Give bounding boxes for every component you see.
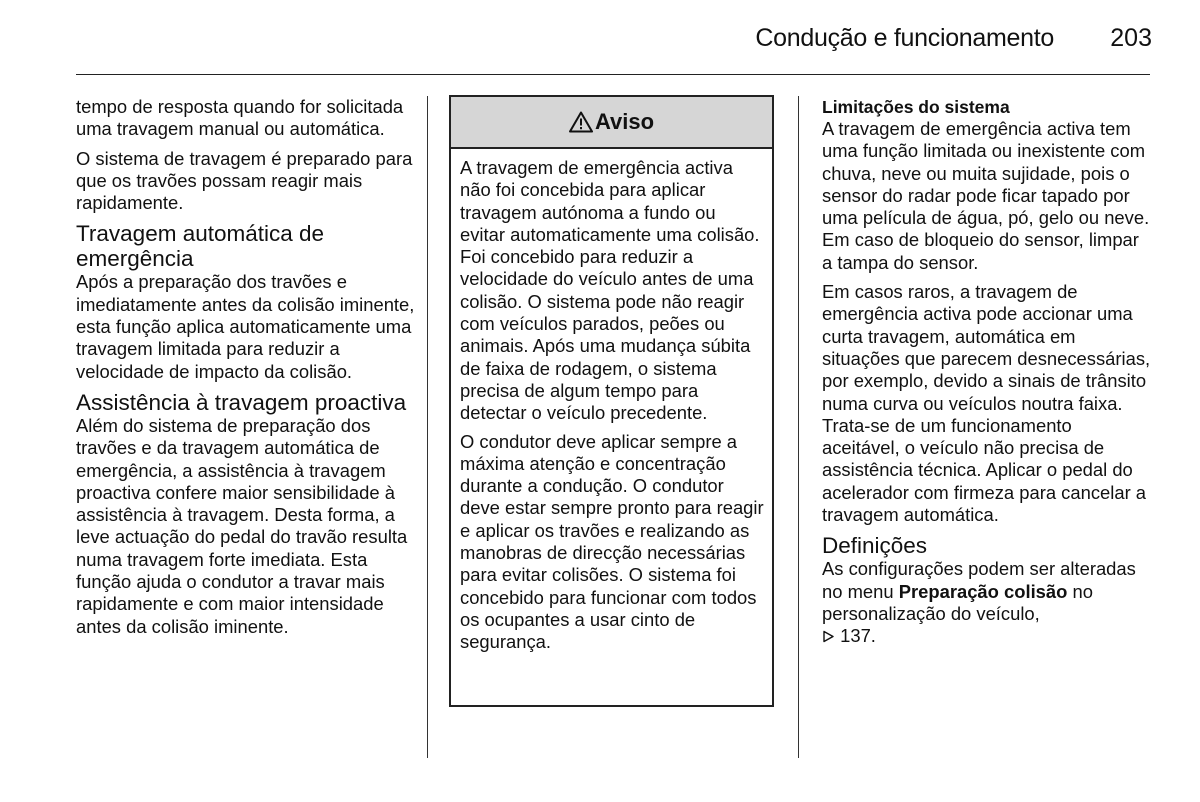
page-reference-number[interactable]: 137.: [840, 625, 876, 647]
column-divider-right: [798, 96, 799, 758]
paragraph-proactive-brake-assist: Além do sistema de preparação dos travões e da travagem automática de emergência, a assistência à travagem proactiva confere maior sensibilidade à assistência à travagem. Desta forma, a leve actuação do pedal do travão resulta numa travagem forte imediata. Esta função ajuda o condutor a travar mais rapidamente e com maior intensidade antes da colisão iminente.: [76, 414, 408, 637]
settings-text-end: no personalização do veículo,: [822, 580, 1093, 624]
warning-box: [449, 95, 774, 707]
paragraph-response-time: tempo de resposta quando for solicitada uma travagem manual ou automática.: [76, 96, 404, 140]
settings-menu-name: Preparação colisão: [898, 580, 1068, 602]
settings-text-start: As configurações podem ser alteradas no menu: [822, 558, 1136, 602]
warning-paragraph-system-limits: A travagem de emergência activa não foi concebida para aplicar travagem autónoma a fundo ou evitar automaticamente uma colisão. Foi concebido para reduzir a velocidade do veículo antes de uma colisão. O sistema pode não reagir com veículos parados, peões ou animais. Após uma mudança súbita de faixa de rodagem, o sistema precisa de algum tempo para detectar o veículo precedente.: [460, 157, 760, 424]
paragraph-brake-preparation: O sistema de travagem é preparado para que os travões possam reagir mais rapidamente.: [76, 147, 413, 214]
heading-automatic-emergency-braking: Travagem automática de emergência: [76, 221, 325, 272]
heading-settings: Definições: [822, 533, 928, 559]
warning-title: Aviso: [594, 109, 655, 134]
warning-paragraph-driver-attention: O condutor deve aplicar sempre a máxima atenção e concentração durante a condução. O condutor deve estar sempre pronto para reagir e aplicar os travões e realizando as manobras de direcção necessárias para evitar colisões. O sistema foi concebido para funcionar com todos os ocupantes a usar cinto de segurança.: [460, 430, 764, 653]
paragraph-limitations-weather: A travagem de emergência activa tem uma função limitada ou inexistente com chuva, neve ou muita sujidade, pois o sensor do radar pode ficar tapado por uma película de água, pó, gelo ou neve. Em caso de bloqueio do sensor, limpar a tampa do sensor.: [822, 118, 1150, 273]
paragraph-limitations-false-activation: Em casos raros, a travagem de emergência activa pode accionar uma curta travagem, automática em situações que parecem desnecessárias, por exemplo, devido a sinais de trânsito numa curva ou veículos noutra faixa. Trata-se de um funcionamento aceitável, o veículo não precisa de assistência técnica. Aplicar o pedal do acelerador com firmeza para cancelar a travagem automática.: [822, 281, 1151, 526]
heading-system-limitations: Limitações do sistema: [822, 97, 1010, 117]
page-header-title: Condução e funcionamento: [755, 24, 1054, 52]
paragraph-automatic-emergency-braking: Após a preparação dos travões e imediatamente antes da colisão iminente, esta função aplica automaticamente uma travagem limitada para reduzir a velocidade de impacto da colisão.: [76, 271, 415, 382]
column-left: [76, 96, 416, 645]
warning-header: [451, 97, 772, 149]
page-reference-arrow-icon: [822, 626, 835, 639]
page-number: 203: [1110, 24, 1152, 52]
column-divider-left: [427, 96, 428, 758]
warning-triangle-icon: [569, 111, 593, 133]
header-rule: [76, 74, 1150, 75]
heading-proactive-brake-assist: Assistência à travagem proactiva: [76, 389, 407, 415]
column-right: [822, 96, 1152, 655]
paragraph-settings: [822, 558, 1152, 647]
warning-body: [451, 149, 772, 654]
